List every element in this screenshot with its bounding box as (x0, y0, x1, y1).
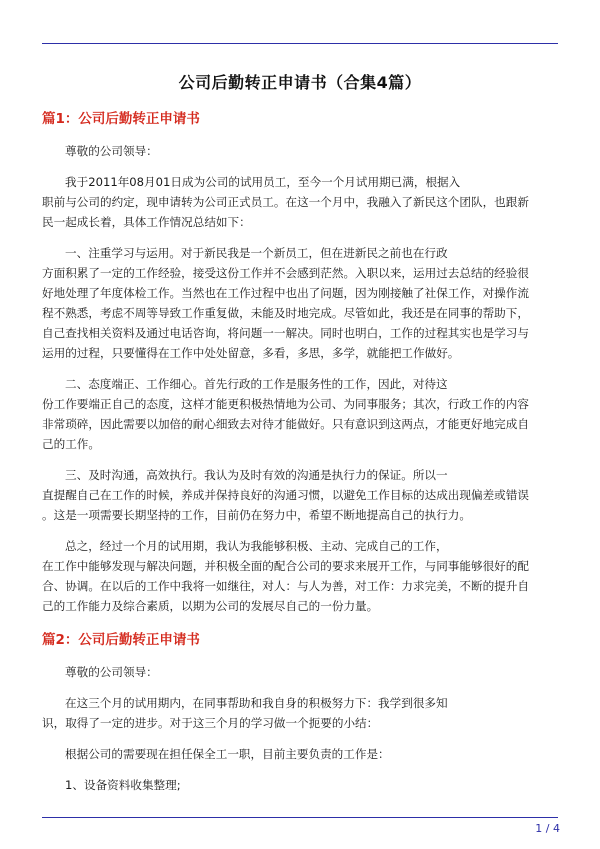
paragraph-line: 二、态度端正、工作细心。首先行政的工作是服务性的工作，因此，对待这 (65, 377, 448, 391)
page-number: 1 / 4 (535, 822, 560, 835)
paragraph-line: 在工作中能够发现与解决问题，并积极全面的配合公司的要求来展开工作，与同事能够很好的配 (42, 559, 529, 573)
paragraph-line: 三、及时沟通，高效执行。我认为及时有效的沟通是执行力的保证。所以一 (65, 468, 448, 482)
paragraph-line: 。这是一项需要长期坚持的工作，目前仍在努力中，希望不断地提高自己的执行力。 (42, 508, 471, 522)
paragraph (42, 374, 558, 454)
section-heading: 篇1：公司后勤转正申请书 (42, 111, 200, 127)
salutation: 尊敬的公司领导： (65, 665, 158, 679)
paragraph-line: 好地处理了年度体检工作。当然也在工作过程中也出了问题，因为刚接触了社保工作，对操作流 (42, 286, 529, 300)
document-title: 公司后勤转正申请书（合集4篇） (178, 73, 422, 92)
header-rule (42, 43, 558, 44)
paragraph-line: 自己查找相关资料及通过电话咨询，将问题一一解决。同时也明白，工作的过程其实也是学习与 (42, 326, 529, 340)
salutation: 尊敬的公司领导： (65, 144, 158, 158)
paragraph-line: 己的工作。 (42, 437, 100, 451)
footer-rule (42, 817, 558, 818)
paragraph-line: 运用的过程，只要懂得在工作中处处留意，多看，多思，多学，就能把工作做好。 (42, 346, 460, 360)
paragraph-line: 识，取得了一定的进步。对于这三个月的学习做一个扼要的小结： (42, 716, 379, 730)
paragraph (42, 465, 558, 525)
paragraph-line: 根据公司的需要现在担任保全工一职，目前主要负责的工作是： (65, 747, 390, 761)
paragraph-line: 己的工作能力及综合素质，以期为公司的发展尽自己的一份力量。 (42, 599, 379, 613)
paragraph-line: 直提醒自己在工作的时候，养成并保持良好的沟通习惯，以避免工作目标的达成出现偏差或错误 (42, 488, 529, 502)
paragraph (42, 172, 558, 232)
paragraph-line: 在这三个月的试用期内，在同事帮助和我自身的积极努力下：我学到很多知 (65, 696, 448, 710)
paragraph-line: 程不熟悉，考虑不周等导致工作重复做，未能及时地完成。尽管如此，我还是在同事的帮助下， (42, 306, 529, 320)
paragraph-line: 合、协调。在以后的工作中我将一如继往，对人：与人为善，对工作：力求完美，不断的提升自 (42, 579, 529, 593)
paragraph-line: 总之，经过一个月的试用期，我认为我能够积极、主动、完成自己的工作， (65, 539, 448, 553)
paragraph (42, 243, 558, 363)
paragraph-line: 1、设备资料收集整理; (65, 778, 181, 792)
paragraph (42, 744, 558, 764)
paragraph-line: 职前与公司的约定，现申请转为公司正式员工。在这一个月中，我融入了新民这个团队，也跟新 (42, 195, 529, 209)
paragraph-line: 一、注重学习与运用。对于新民我是一个新员工，但在进新民之前也在行政 (65, 246, 448, 260)
paragraph-line: 民一起成长着，具体工作情况总结如下： (42, 215, 251, 229)
paragraph (42, 693, 558, 733)
paragraph-line: 我于2011年08月01日成为公司的试用员工，至今一个月试用期已满，根据入 (65, 175, 461, 189)
section-heading: 篇2：公司后勤转正申请书 (42, 632, 200, 648)
paragraph-line: 非常琐碎，因此需要以加倍的耐心细致去对待才能做好。只有意识到这两点，才能更好地完成自 (42, 417, 529, 431)
paragraph-line: 份工作要端正自己的态度，这样才能更积极热情地为公司、为同事服务；其次，行政工作的内容 (42, 397, 529, 411)
paragraph (42, 536, 558, 616)
paragraph (42, 775, 558, 795)
document-page (42, 70, 558, 806)
paragraph-line: 方面积累了一定的工作经验，接受这份工作并不会感到茫然。入职以来，运用过去总结的经验很 (42, 266, 529, 280)
document-body (42, 107, 558, 795)
